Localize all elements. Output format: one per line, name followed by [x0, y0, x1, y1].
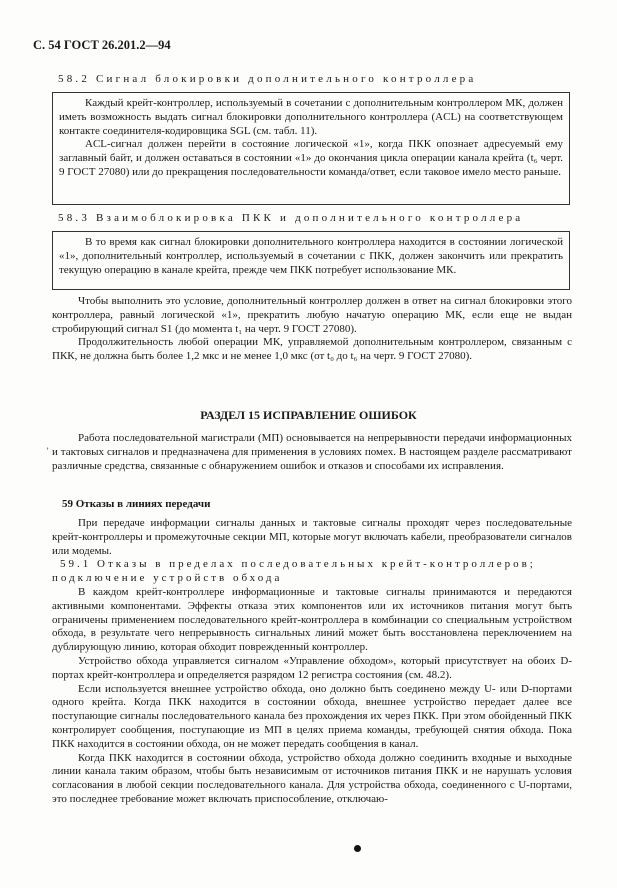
text-block-59-1 [52, 586, 572, 807]
paragraph: В то время как сигнал блокировки дополнительного контроллера находится в состоянии логической «1», дополнительный контроллер, используемый в сочетании с ПКК, должен закончить или прекратить текущую операцию в канале крейта, прежде чем ПКК потребует использование МК. [59, 236, 563, 276]
paragraph: Если используется внешнее устройство обхода, оно должно быть соединено между U- или D-портами одного крейта. Когда ПКК находится в состоянии обхода, внешнее устройство передает далее все поступающие сигналы последовательного канала без прохождения их через ПКК. При этом обойденный ПКК контролирует сообщения, поступающие из МП в целях приема команды, требующей снятия обхода. Пока ПКК находится в состоянии обхода, он не может передать сообщения в канал. [52, 682, 572, 750]
text-block-59 [52, 517, 572, 558]
paragraph: Работа последовательной магистрали (МП) основывается на непрерывности передачи информационных и тактовых сигналов и предназначена для применения в условиях помех. В настоящем разделе рассматривают различные средства, связанные с обнаружением ошибок и отказов и способами их исправления. [52, 432, 572, 472]
paragraph: Продолжительность любой операции МК, управляемой дополнительным контроллером, связанным с ПКК, не должна быть более 1,2 мкс и не менее 1,0 мкс (от t₀ до t₆ на черт. 9 ГОСТ 27080). [52, 336, 572, 363]
paragraph: При передаче информации сигналы данных и тактовые сигналы проходят через последовательные крейт-контроллеры и промежуточные секции МП, которые могут включать кабели, преобразователи сигналов или модемы. [52, 517, 572, 557]
paragraph: В каждом крейт-контроллере информационные и тактовые сигналы принимаются и передаются активными компонентами. Эффекты отказа этих компонентов или их источников питания могут быть ограничены применением последовательного крейт-контроллера в комбинации со специальным устройством обхода, в результате чего непрерывность сигнальных линий может быть восстановлена переключением на дублирующую линию, которая обходит поврежденный контроллер. [52, 586, 572, 654]
page-dot-mark [354, 845, 361, 852]
paragraph: Когда ПКК находится в состоянии обхода, устройство обхода должно соединить входные и выходные линии канала таким образом, чтобы быть независимым от источников питания ПКК и не нарушать условия согласования в любой секции последовательного канала. Для устройства обхода, соединенного с U-портами, это последнее требование может включать приспособление, отключаю- [52, 751, 572, 805]
page-header: С. 54 ГОСТ 26.201.2—94 [33, 38, 171, 52]
framed-text-box-58-2 [52, 92, 570, 205]
paragraph: Чтобы выполнить это условие, дополнительный контроллер должен в ответ на сигнал блокировки этого контроллера, равный логической «1», прекратить любую начатую операцию МК, если еще не выдан стробирующий сигнал S1 (до момента t₁ на черт. 9 ГОСТ 27080). [52, 295, 572, 335]
paragraph: ACL-сигнал должен перейти в состояние логической «1», когда ПКК опознает адресуемый ему заглавный байт, и должен оставаться в состоянии «1» до окончания цикла операции канала крейта (t₆ черт. 9 ГОСТ 27080) или до прекращения последовательности команда/ответ, если таковое имело место раньше. [59, 138, 563, 178]
section-title: РАЗДЕЛ 15 ИСПРАВЛЕНИЕ ОШИБОК [200, 408, 417, 422]
paragraph: Устройство обхода управляется сигналом «Управление обходом», который присутствует на обоих D-портах крейт-контроллера и определяется разрядом 12 регистра состояния (см. 48.2). [52, 654, 572, 681]
framed-text-box-58-3 [52, 231, 570, 290]
margin-mark: ʼ [46, 446, 49, 456]
paragraph: Каждый крейт-контроллер, используемый в сочетании с дополнительным контроллером МК, должен иметь возможность выдать сигнал блокировки дополнительного контроллера (ACL) на соответствующем контакте соединителя-кодировщика SGL (см. табл. 11). [59, 97, 563, 137]
section-intro [52, 432, 572, 473]
clause-title-59: 59 Отказы в линиях передачи [62, 498, 211, 510]
subsection-heading-58-3: 58.3 Взаимоблокировка ПКК и дополнительного контроллера [58, 212, 524, 224]
subsection-heading-58-2: 58.2 Сигнал блокировки дополнительного контроллера [58, 73, 477, 85]
subsection-heading-59-1: 59.1 Отказы в пределах последовательных крейт-контроллеров; подключение устройств обхода [52, 558, 536, 584]
text-block-58-3 [52, 295, 572, 364]
